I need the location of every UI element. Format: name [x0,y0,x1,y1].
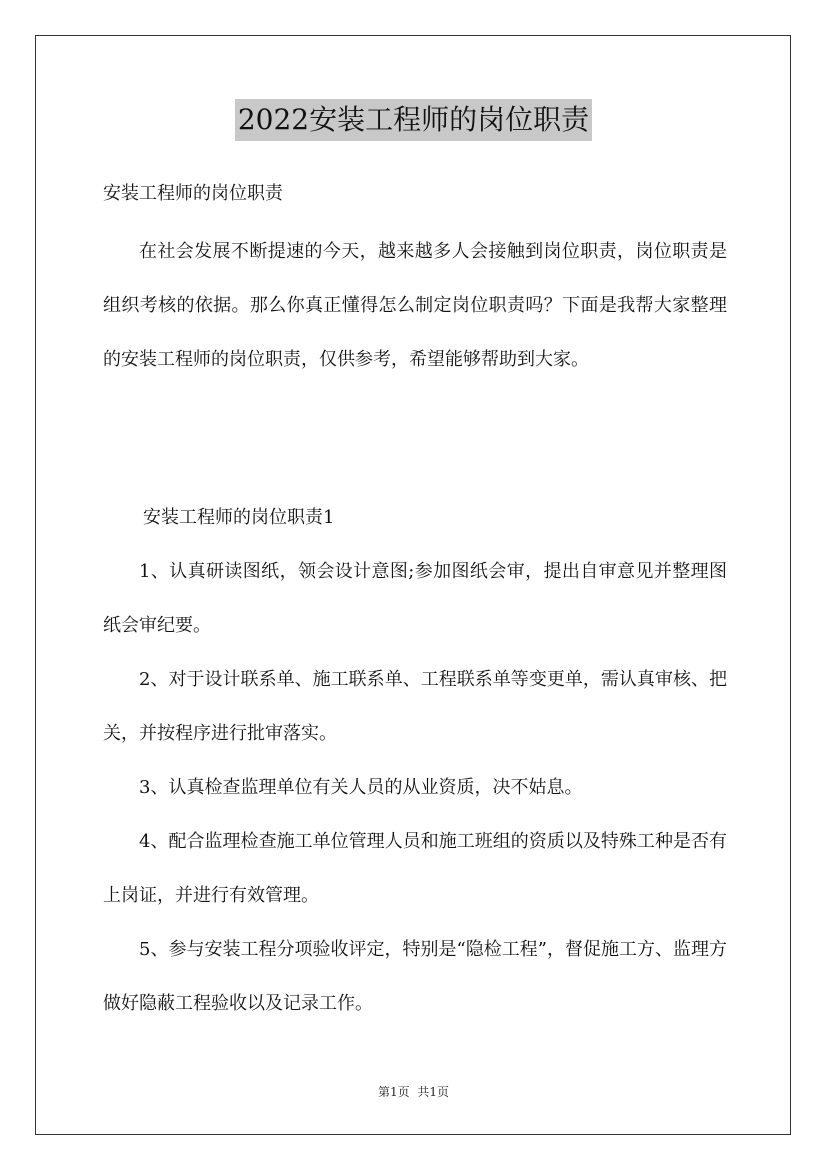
duty-item-5: 5、参与安装工程分项验收评定，特别是“隐检工程”，督促施工方、监理方做好隐蔽工程验收以及记录工作。 [103,939,727,1014]
page-footer [0,1084,827,1100]
duty-item-3: 3、认真检查监理单位有关人员的从业资质，决不姑息。 [139,777,583,798]
page-number: 第1页 [378,1085,410,1099]
title-container [0,99,827,141]
duty-item-1: 1、认真研读图纸，领会设计意图;参加图纸会审，提出自审意见并整理图纸会审纪要。 [103,561,727,636]
duty-list [103,545,727,1031]
section-heading: 安装工程师的岗位职责1 [143,507,335,528]
document-title: 2022安装工程师的岗位职责 [235,99,592,141]
intro-paragraph: 在社会发展不断提速的今天，越来越多人会接触到岗位职责，岗位职责是组织考核的依据。那么你真正懂得怎么制定岗位职责吗？下面是我帮大家整理的安装工程师的岗位职责，仅供参考，希望能够帮助到大家。 [103,241,727,370]
duty-item-2: 2、对于设计联系单、施工联系单、工程联系单等变更单，需认真审核、把关，并按程序进行批审落实。 [103,669,727,744]
duty-item-4: 4、配合监理检查施工单位管理人员和施工班组的资质以及特殊工种是否有上岗证，并进行有效管理。 [103,831,727,906]
document-subtitle: 安装工程师的岗位职责 [103,183,283,204]
page-total: 共1页 [417,1085,449,1099]
